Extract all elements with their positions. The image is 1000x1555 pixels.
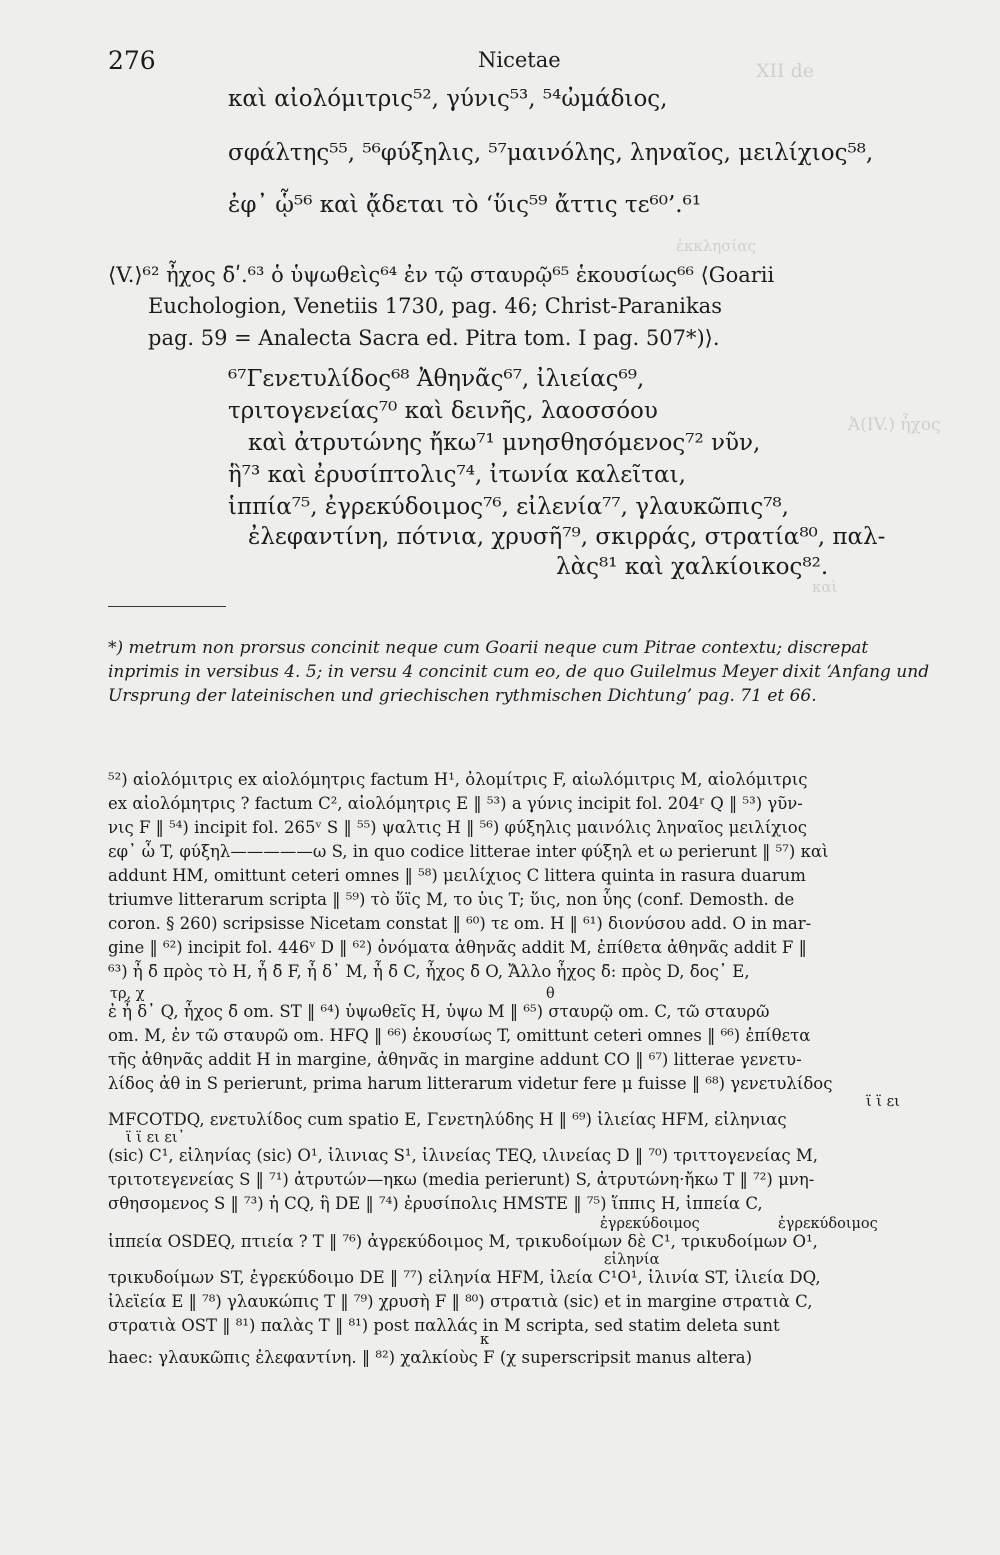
apparatus-line: ⁶³) ἦ δ̄ πρὸς τὸ H, ἦ δ̄ F, ἦ δ᾿ M, ἦ δ̄ C, ἦχος δ̄ O, Ἄλλο ἦχος δ̄: πρὸς D, δ̄ος᾿ E, — [108, 962, 750, 981]
interlinear-note: ϊ ϊ ει ει᾿ — [126, 1130, 185, 1146]
apparatus-line: MFCOTDQ, ενετυλίδος cum spatio E, Γενετηλύδης H ‖ ⁶⁹) ἰλιείας HFM, εἰληνιας — [108, 1110, 787, 1129]
apparatus-line: addunt HM, omittunt ceteri omnes ‖ ⁵⁸) μειλίχιος C littera quinta in rasura duarum — [108, 866, 806, 885]
apparatus-line: ⁵²) αἰολόμιτρις ex αἰολόμητρις factum H¹, ὀλομίτρις F, αἰωλόμιτρις M, αἰολόμιτρις — [108, 770, 808, 789]
verse-line: ἐφ᾿ ᾧ⁵⁶ καὶ ᾄδεται τὸ ‘ὕις⁵⁹ ἄττις τε⁶⁰’.⁶¹ — [228, 192, 702, 218]
section-line: Euchologion, Venetiis 1730, pag. 46; Christ-Paranikas — [148, 294, 722, 318]
apparatus-line: gine ‖ ⁶²) incipit fol. 446ᵛ D ‖ ⁶²) ὀνόματα ἀθηνᾶς addit M, ἐπίθετα ἀθηνᾶς addit F ‖ — [108, 938, 807, 957]
verse-line: ἱππία⁷⁵, ἐγρεκύδοιμος⁷⁶, εἰλενία⁷⁷, γλαυκῶπις⁷⁸, — [228, 494, 789, 520]
section-line: pag. 59 = Analecta Sacra ed. Pitra tom. I pag. 507*)⟩. — [148, 326, 720, 350]
footnote: *) metrum non prorsus concinit neque cum Goarii neque cum Pitrae contextu; discrepat inprimis in versibus 4. 5; in versu 4 concinit cum eo, de quo Guilelmus Meyer dixit ‘Anfang und Ursprung der lateinischen und griechischen rythmischen Dichtung’ pag. 71 et 66. — [108, 638, 930, 706]
apparatus-line: ex αἰολόμητρις ? factum C², αἰολόμητρις E ‖ ⁵³) a γύνις incipit fol. 204ʳ Q ‖ ⁵³) γῦν- — [108, 794, 803, 813]
apparatus-line: coron. § 260) scripsisse Nicetam constat ‖ ⁶⁰) τε om. H ‖ ⁶¹) διονύσου add. O in mar- — [108, 914, 812, 933]
apparatus-line: τριτοτεγενείας S ‖ ⁷¹) ἀτρυτών—ηκω (media perierunt) S, ἀτρυτώνη·ἤκω T ‖ ⁷²) μνη- — [108, 1170, 815, 1189]
interlinear-note: ἐγρεκύδοιμος — [600, 1216, 700, 1232]
faint-line: καὶ — [812, 578, 838, 596]
running-head: Nicetae — [478, 48, 561, 72]
interlinear-note: ἐγρεκύδοιμος — [778, 1216, 878, 1232]
apparatus-line: om. M, ἐν τῶ σταυρῶ om. HFQ ‖ ⁶⁶) ἑκουσίως T, omittunt ceteri omnes ‖ ⁶⁶) ἐπίθετα — [108, 1026, 811, 1045]
interlinear-note: τρ, χ — [110, 986, 145, 1002]
verse-line: σφάλτης⁵⁵, ⁵⁶φύξηλις, ⁵⁷μαινόλης, ληναῖος, μειλίχιος⁵⁸, — [228, 140, 874, 166]
apparatus-line: triumve litterarum scripta ‖ ⁵⁹) τὸ ὕϊς M, το ὑις T; ὕις, non ὗης (conf. Demosth. de — [108, 890, 795, 909]
verse-line: λὰς⁸¹ καὶ χαλκίοικος⁸². — [556, 554, 829, 580]
apparatus-line: εφ᾿ ὦ T, φύξηλ—————ω S, in quo codice litterae inter φύξηλ et ω perierunt ‖ ⁵⁷) καὶ — [108, 842, 829, 861]
page-number: 276 — [108, 46, 156, 75]
interlinear-note: θ — [546, 986, 555, 1002]
verse-line: ἐλεφαντίνη, πότνια, χρυσῆ⁷⁹, σκιρράς, στρατία⁸⁰, παλ- — [248, 524, 886, 550]
verse-line: ⁶⁷Γενετυλίδος⁶⁸ Ἀθηνᾶς⁶⁷, ἰλιείας⁶⁹, — [228, 366, 645, 392]
faint-line: ἐκκλησίας — [676, 237, 756, 255]
interlinear-note: ϊ ϊ ει — [866, 1094, 900, 1110]
apparatus-line: σθησομενος S ‖ ⁷³) ἡ CQ, ἣ DE ‖ ⁷⁴) ἐρυσίπολις HMSTE ‖ ⁷⁵) ἵππις H, ἱππεία C, — [108, 1194, 763, 1213]
footnote-rule — [108, 606, 226, 607]
apparatus-line: haec: γλαυκῶπις ἐλεφαντίνη. ‖ ⁸²) χαλκίοὺς F (χ superscripsit manus altera) — [108, 1348, 753, 1367]
apparatus-line: ἱππεία OSDEQ, πτιεία ? T ‖ ⁷⁶) ἀγρεκύδοιμος M, τρικυδοίμων δὲ C¹, τρικυδοίμων O¹, — [108, 1232, 818, 1251]
apparatus-line: ἰλεϊεία E ‖ ⁷⁸) γλαυκώπις T ‖ ⁷⁹) χρυσὴ F ‖ ⁸⁰) στρατιὰ (sic) et in margine στρατιὰ C, — [108, 1292, 813, 1311]
faint-line: XII de — [756, 60, 814, 82]
apparatus-line: ἐ ἦ δ᾿ Q, ἦχος δ̄ om. ST ‖ ⁶⁴) ὑψωθεῖς H, ὑψω M ‖ ⁶⁵) σταυρῷ om. C, τῶ σταυρῶ — [108, 1002, 770, 1021]
apparatus-line: (sic) C¹, εἰληνίας (sic) O¹, ἰλινιας S¹, ἰλινείας TEQ, ιλινείας D ‖ ⁷⁰) τριττογενείας M, — [108, 1146, 818, 1165]
apparatus-line: νις F ‖ ⁵⁴) incipit fol. 265ᵛ S ‖ ⁵⁵) ψαλτις H ‖ ⁵⁶) φύξηλις μαινόλις ληναῖος μειλίχιος — [108, 818, 807, 837]
interlinear-note: εἰληνία — [604, 1252, 660, 1268]
verse-line: καὶ ἀτρυτώνης ἤκω⁷¹ μνησθησόμενος⁷² νῦν, — [248, 430, 761, 456]
apparatus-line: τρικυδοίμων ST, ἐγρεκύδοιμο DE ‖ ⁷⁷) εἰληνία HFM, ἰλεία C¹O¹, ἰλινία ST, ἰλιεία DQ, — [108, 1268, 821, 1287]
apparatus-line: τῆς ἀθηνᾶς addit H in margine, ἀθηνᾶς in margine addunt CO ‖ ⁶⁷) litterae γενετυ- — [108, 1050, 802, 1069]
verse-line: ἣ⁷³ καὶ ἐρυσίπτολις⁷⁴, ἰτωνία καλεῖται, — [228, 462, 686, 488]
interlinear-note: κ — [480, 1332, 490, 1348]
verse-line: τριτογενείας⁷⁰ καὶ δεινῆς, λαοσσόου — [228, 398, 658, 424]
section-line: ⟨V.⟩⁶² ἦχος δ̄ʹ.⁶³ ὁ ὑψωθεὶς⁶⁴ ἐν τῷ σταυρῷ⁶⁵ ἑκουσίως⁶⁶ ⟨Goarii — [108, 263, 775, 287]
apparatus-line: λίδος ἀθ in S perierunt, prima harum litterarum videtur fere μ fuisse ‖ ⁶⁸) γενετυλίδος — [108, 1074, 833, 1093]
faint-line: Ἀ(IV.) ἦχος — [848, 415, 941, 435]
apparatus-line: στρατιὰ OST ‖ ⁸¹) παλὰς T ‖ ⁸¹) post παλλάς in M scripta, sed statim deleta sunt — [108, 1316, 780, 1335]
verse-line: καὶ αἰολόμιτρις⁵², γύνις⁵³, ⁵⁴ὠμάδιος, — [228, 86, 668, 112]
